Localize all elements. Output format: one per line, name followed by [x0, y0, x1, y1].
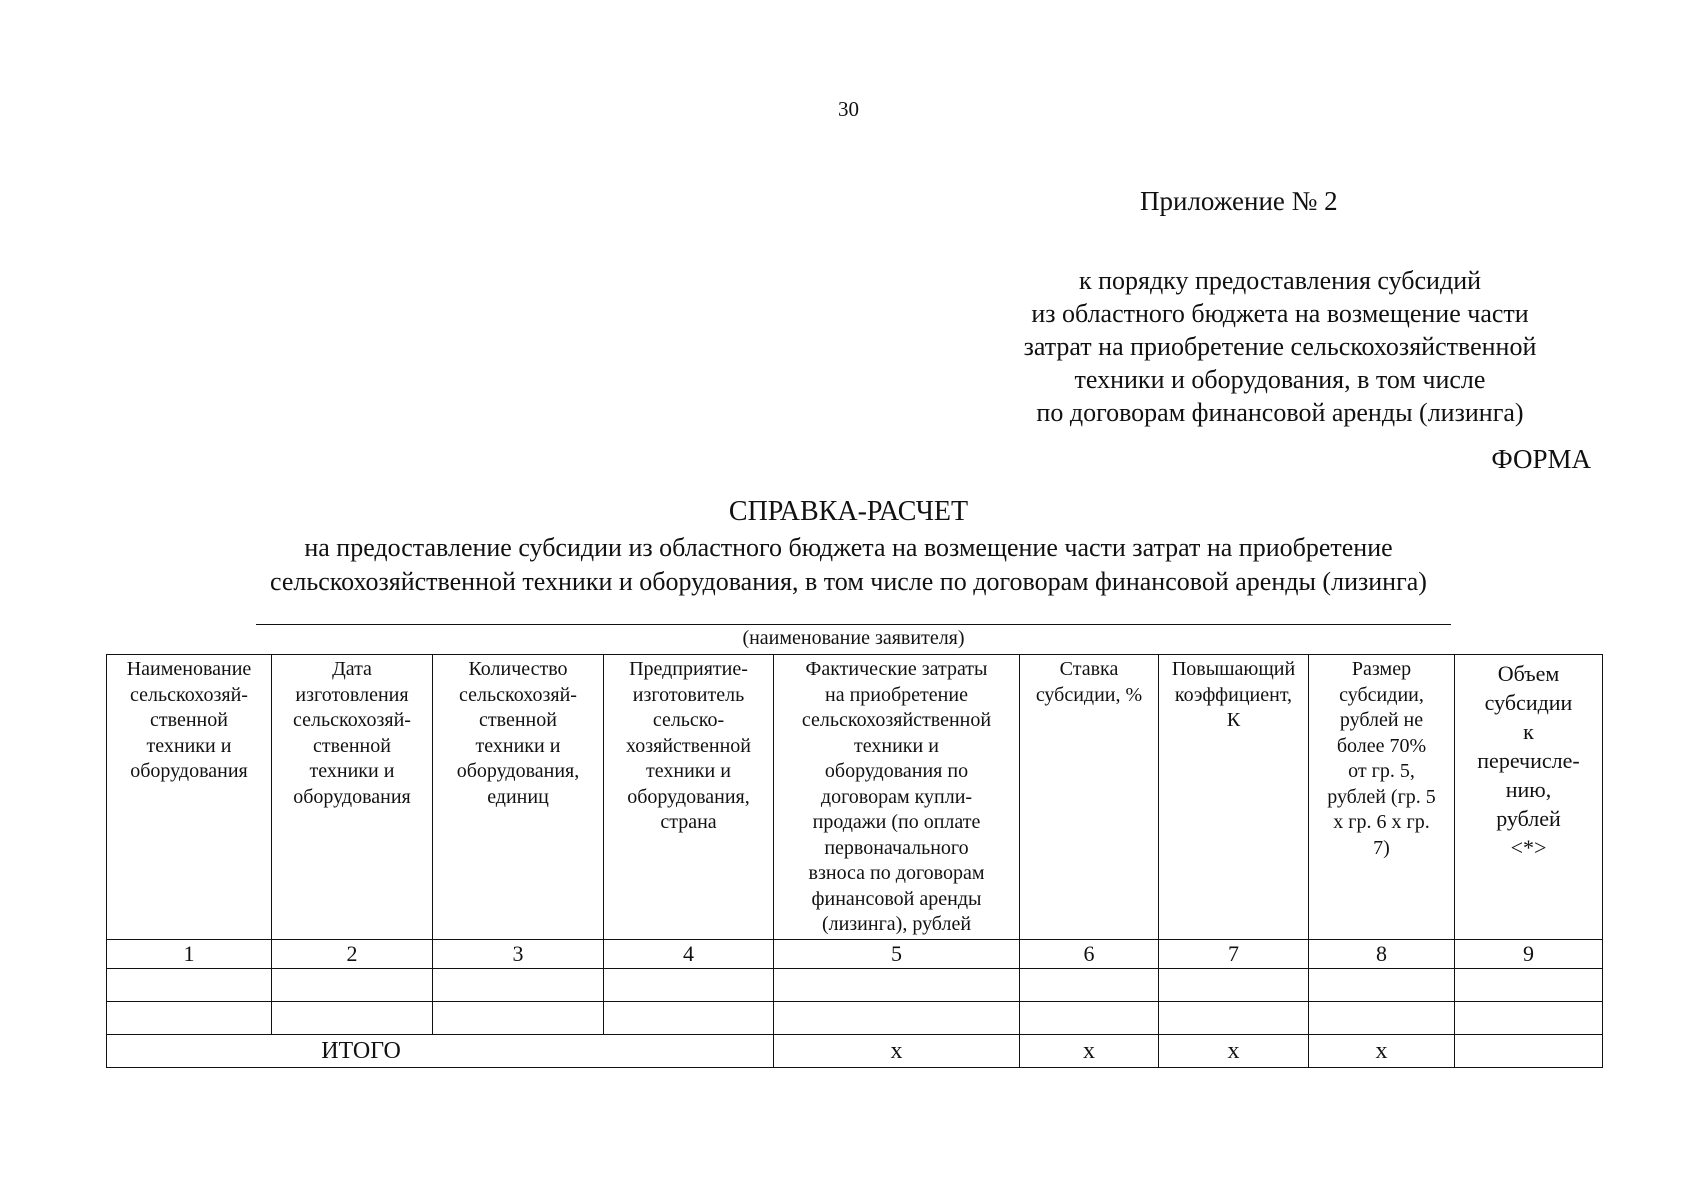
header-line: техники и — [854, 734, 939, 757]
header-line: Дата — [332, 658, 372, 680]
empty-cell[interactable] — [774, 969, 1020, 1002]
header-line: страна — [660, 811, 717, 833]
header-line: от гр. 5, — [1348, 760, 1415, 782]
header-line: 7) — [1373, 836, 1390, 859]
empty-cell[interactable] — [433, 1002, 604, 1035]
header-line: <*> — [1510, 835, 1547, 860]
header-line: сельскохозяй- — [293, 709, 411, 731]
header-line: оборудования — [130, 760, 248, 782]
column-number: 5 — [774, 940, 1020, 969]
calculation-table — [106, 654, 1603, 1068]
column-number: 4 — [604, 940, 774, 969]
header-line: ственной — [150, 709, 228, 731]
empty-cell[interactable] — [1309, 1002, 1455, 1035]
header-cell — [1455, 655, 1603, 940]
header-cell — [1309, 655, 1455, 940]
column-number: 1 — [107, 940, 272, 969]
header-line: оборудования, — [627, 785, 750, 808]
header-cell — [1159, 655, 1309, 940]
empty-cell[interactable] — [1455, 1002, 1603, 1035]
column-number: 8 — [1309, 940, 1455, 969]
empty-cell[interactable] — [433, 969, 604, 1002]
appendix-line: техники и оборудования, в том числе — [1074, 365, 1486, 394]
form-label: ФОРМА — [1491, 444, 1591, 474]
header-line: сельскохозяй- — [459, 683, 577, 706]
header-line: договорам купли- — [820, 785, 973, 808]
empty-cell[interactable] — [1020, 1002, 1159, 1035]
header-line: ственной — [479, 709, 557, 731]
header-line: Предприятие- — [629, 658, 748, 680]
header-line: коэффициент, — [1174, 683, 1293, 706]
header-cell — [774, 655, 1020, 940]
header-line: единиц — [487, 785, 549, 808]
appendix-line: из областного бюджета на возмещение части — [1031, 299, 1529, 328]
header-line: изготовления — [295, 683, 409, 706]
column-number: 3 — [433, 940, 604, 969]
empty-cell[interactable] — [1455, 969, 1603, 1002]
header-line: Повышающий — [1171, 658, 1296, 680]
header-line: Фактические затраты — [805, 658, 988, 680]
appendix-line: по договорам финансовой аренды (лизинга) — [1036, 398, 1524, 427]
header-cell — [107, 655, 272, 940]
empty-cell[interactable] — [774, 1002, 1020, 1035]
header-line: техники и — [309, 760, 395, 782]
table-row — [107, 1002, 1603, 1035]
subtitle-line: сельскохозяйственной техники и оборудования, в том числе по договорам финансовой аренды (лизинга) — [270, 567, 1427, 596]
column-number: 6 — [1020, 940, 1159, 969]
header-line: субсидии, % — [1035, 683, 1143, 706]
total-row — [107, 1035, 1603, 1068]
column-number: 7 — [1159, 940, 1309, 969]
header-line: Размер — [1351, 658, 1412, 680]
empty-cell[interactable] — [1159, 1002, 1309, 1035]
header-line: субсидии — [1484, 690, 1573, 715]
table-row — [107, 969, 1603, 1002]
empty-cell[interactable] — [604, 1002, 774, 1035]
header-line: перечисле- — [1477, 748, 1580, 773]
header-line: Ставка — [1059, 658, 1119, 680]
header-line: более 70% — [1336, 734, 1427, 757]
header-line: техники и — [646, 760, 731, 782]
applicant-name-line — [256, 624, 1451, 625]
header-line: изготовитель — [632, 683, 745, 706]
header-line: сельско- — [652, 709, 725, 731]
column-number: 9 — [1455, 940, 1603, 969]
header-line: техники и — [475, 734, 561, 757]
empty-cell[interactable] — [1309, 969, 1455, 1002]
header-line: Объем — [1497, 661, 1560, 686]
header-line: первоначального — [824, 836, 969, 859]
header-line: К — [1226, 709, 1241, 731]
header-line: рублей не — [1339, 709, 1424, 731]
total-cell-9[interactable] — [1455, 1035, 1603, 1068]
table-header-row — [107, 655, 1603, 940]
total-cell-8: х — [1309, 1035, 1455, 1068]
empty-cell[interactable] — [107, 969, 272, 1002]
header-line: оборудования, — [456, 760, 580, 782]
empty-cell[interactable] — [1159, 969, 1309, 1002]
empty-cell[interactable] — [1020, 969, 1159, 1002]
subtitle-line: на предоставление субсидии из областного бюджета на возмещение части затрат на приобретение — [304, 533, 1393, 562]
header-cell — [272, 655, 433, 940]
header-line: рублей — [1496, 806, 1561, 831]
header-line: ственной — [313, 734, 391, 757]
total-label: ИТОГО — [107, 1035, 774, 1068]
appendix-line: к порядку предоставления субсидий — [1078, 266, 1482, 295]
document-title: СПРАВКА-РАСЧЕТ — [728, 496, 969, 527]
appendix-title: Приложение № 2 — [1140, 186, 1338, 216]
header-line: взноса по договорам — [808, 862, 985, 884]
empty-cell[interactable] — [272, 969, 433, 1002]
applicant-caption: (наименование заявителя) — [742, 627, 965, 649]
header-line: оборудования — [293, 785, 411, 808]
total-cell-6: х — [1020, 1035, 1159, 1068]
header-cell — [1020, 655, 1159, 940]
header-line: субсидии, — [1339, 683, 1424, 706]
header-line: рублей (гр. 5 — [1327, 785, 1436, 808]
appendix-subtitle — [960, 264, 1600, 429]
header-line: на приобретение — [825, 683, 968, 706]
document-subtitle — [0, 531, 1697, 599]
header-line: хозяйственной — [626, 734, 751, 757]
total-cell-7: х — [1159, 1035, 1309, 1068]
header-cell — [433, 655, 604, 940]
header-line: оборудования по — [824, 760, 969, 782]
header-line: Наименование — [126, 658, 252, 680]
empty-cell[interactable] — [272, 1002, 433, 1035]
header-line: Количество — [468, 658, 568, 680]
column-number-row — [107, 940, 1603, 969]
header-line: финансовой аренды — [811, 887, 982, 910]
header-line: сельскохозяйственной — [801, 709, 992, 731]
header-line: нию, — [1505, 777, 1552, 802]
empty-cell[interactable] — [107, 1002, 272, 1035]
page-number: 30 — [838, 97, 859, 121]
header-line: техники и — [146, 734, 232, 757]
header-line: продажи (по оплате — [812, 811, 981, 833]
header-line: к — [1523, 719, 1534, 744]
appendix-line: затрат на приобретение сельскохозяйственной — [1023, 332, 1537, 361]
header-line: сельскохозяй- — [130, 683, 248, 706]
header-cell — [604, 655, 774, 940]
column-number: 2 — [272, 940, 433, 969]
header-line: х гр. 6 х гр. — [1333, 811, 1430, 833]
total-cell-5: х — [774, 1035, 1020, 1068]
header-line: (лизинга), рублей — [821, 913, 972, 935]
empty-cell[interactable] — [604, 969, 774, 1002]
